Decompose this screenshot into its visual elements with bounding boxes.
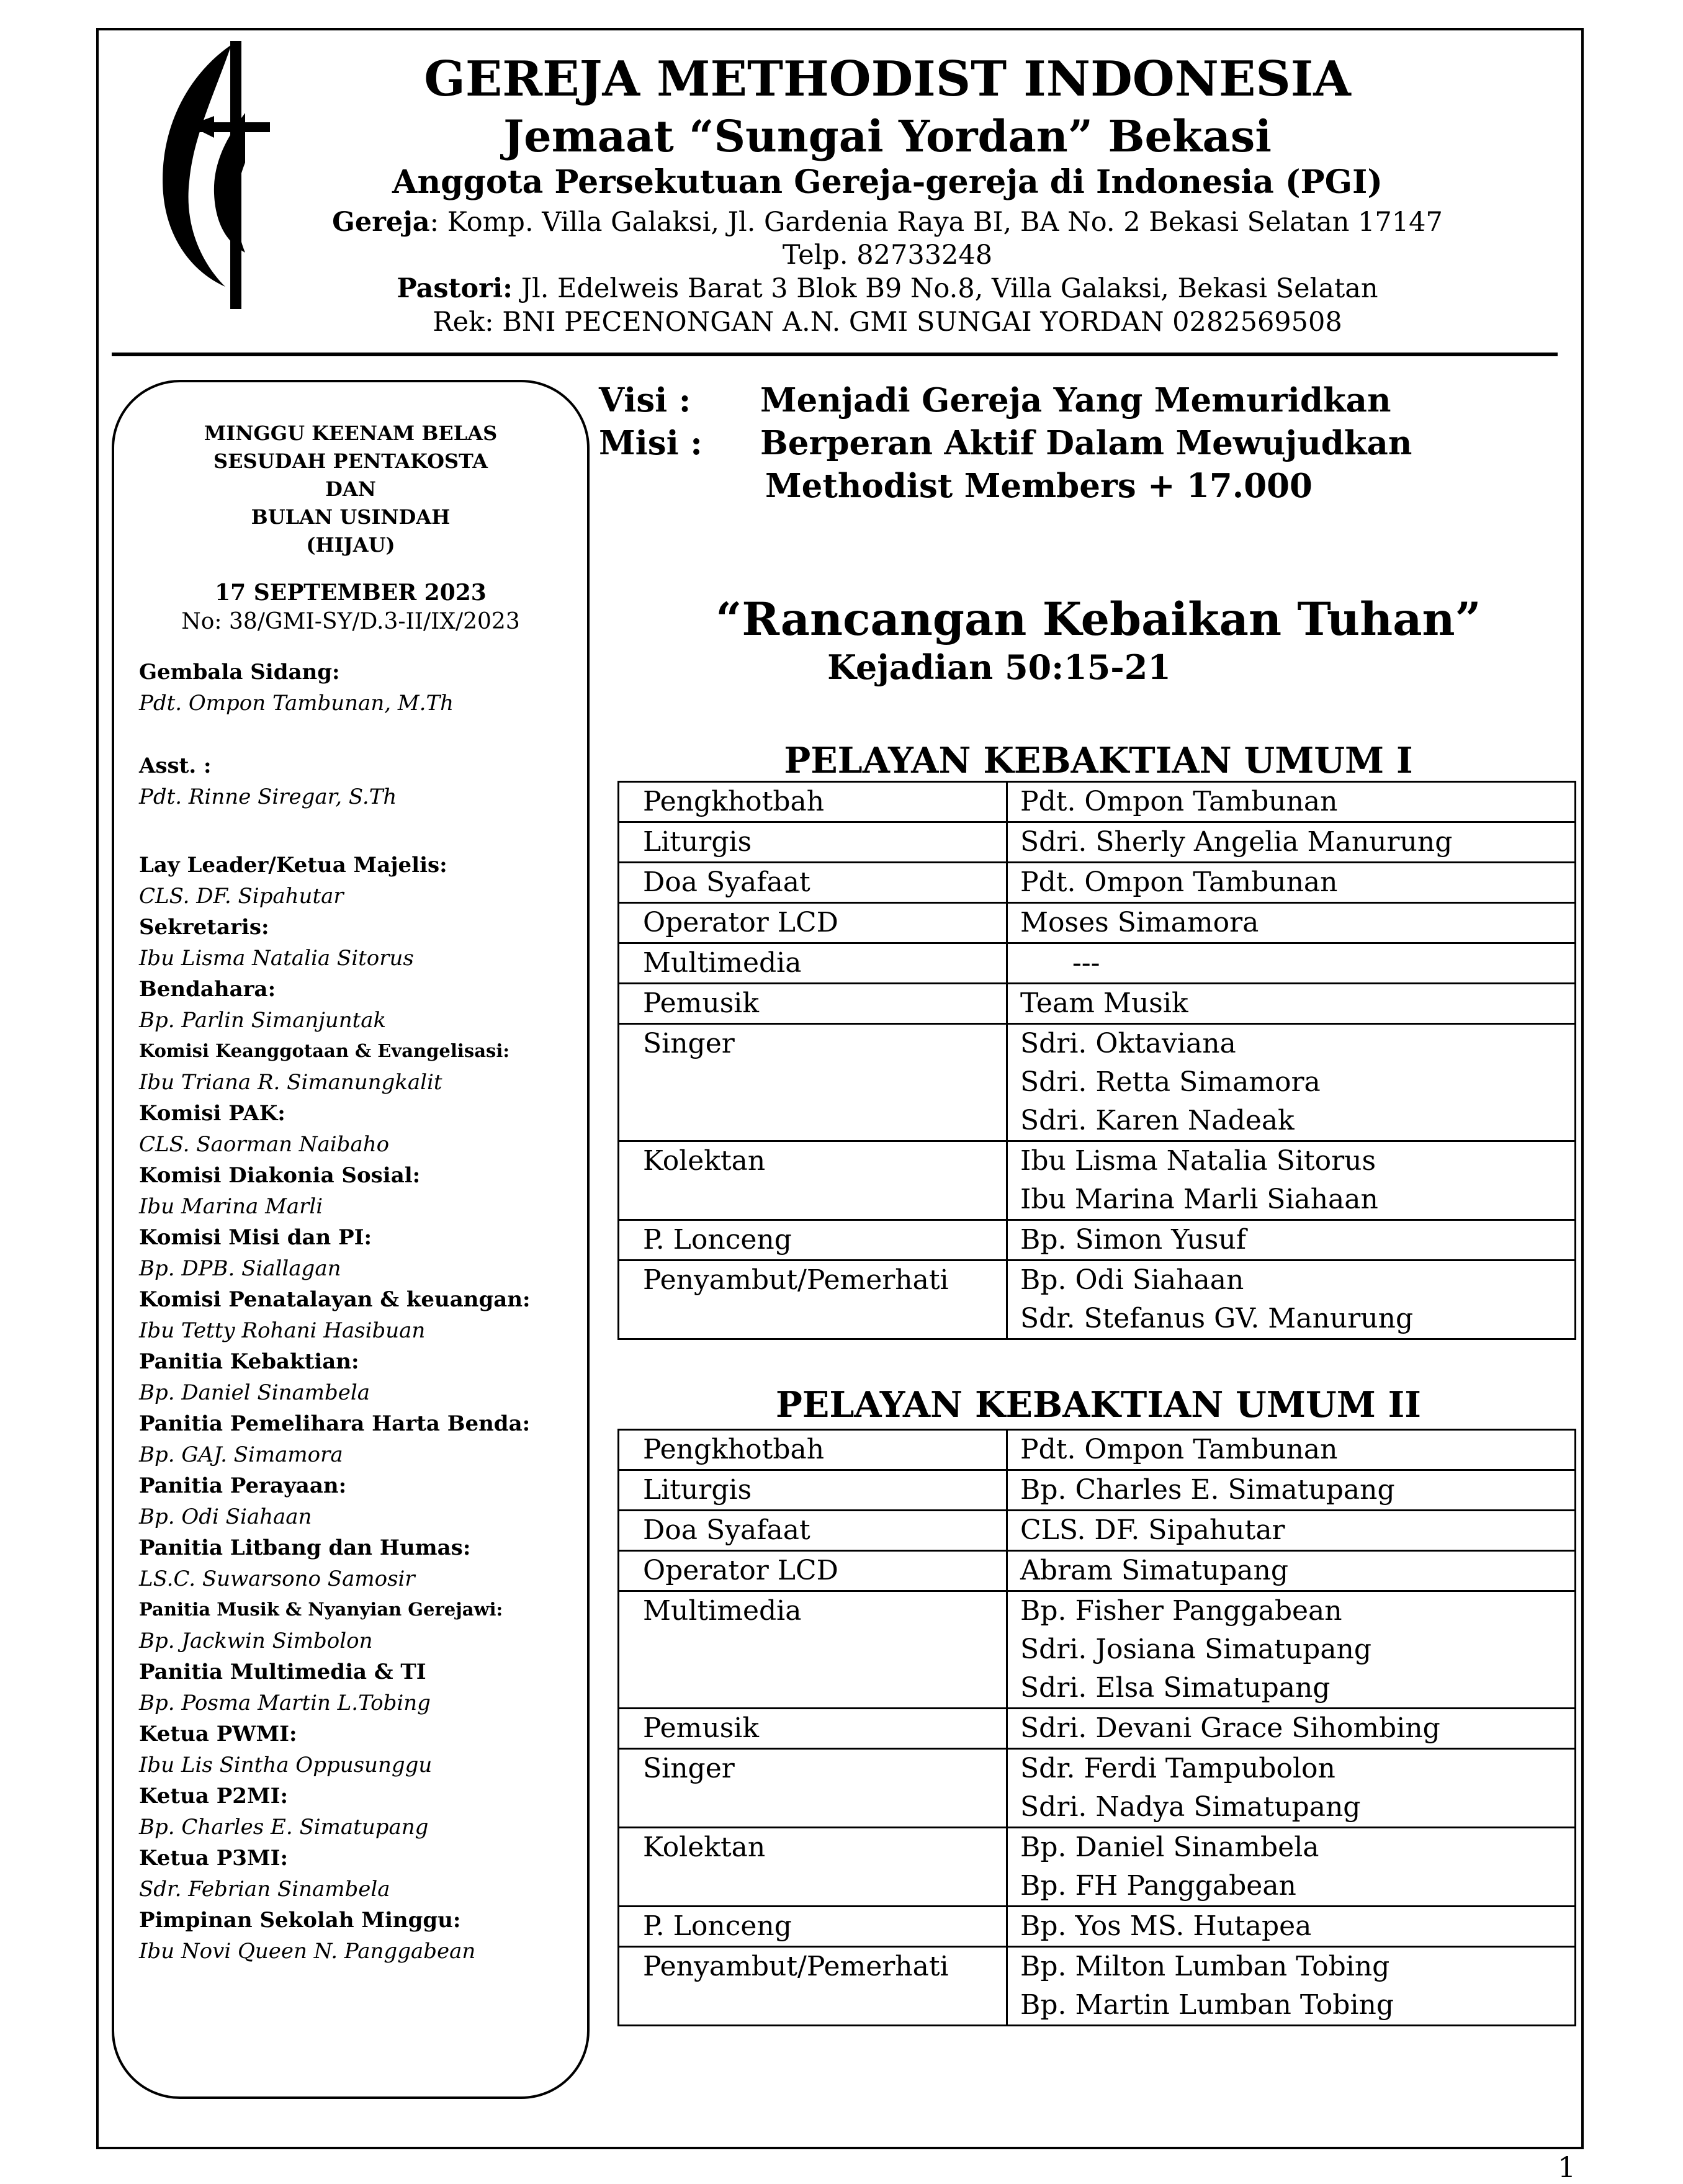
table-row <box>619 1141 1576 1220</box>
mission-text-line: Methodist Members + 17.000 <box>765 467 1313 505</box>
church-address-text: : Komp. Villa Galaksi, Jl. Gardenia Raya BI, BA No. 2 Bekasi Selatan 17147 <box>429 207 1443 238</box>
table-row <box>619 1749 1576 1828</box>
official-label: Ketua P2MI: <box>139 1784 289 1809</box>
role-cell: Kolektan <box>619 1141 1007 1220</box>
official-label: Panitia Pemelihara Harta Benda: <box>139 1411 531 1436</box>
role-cell: Penyambut/Pemerhati <box>619 1261 1007 1339</box>
names-cell: Bp. Simon Yusuf <box>1007 1220 1576 1261</box>
name-line: Ibu Lisma Natalia Sitorus <box>1020 1145 1376 1177</box>
names-cell: Abram Simatupang <box>1007 1551 1576 1591</box>
official-name: CLS. DF. Sipahutar <box>139 884 344 909</box>
names-cell: CLS. DF. Sipahutar <box>1007 1511 1576 1551</box>
page-number: 1 <box>1558 2150 1576 2184</box>
role-cell: Multimedia <box>619 1591 1007 1709</box>
names-cell: Sdri. Sherly Angelia Manurung <box>1007 822 1576 863</box>
scripture-reference: Kejadian 50:15-21 <box>827 647 1171 687</box>
official-name: Bp. Charles E. Simatupang <box>139 1815 429 1840</box>
official-name: Bp. GAJ. Simamora <box>139 1442 343 1467</box>
official-name: Bp. Parlin Simanjuntak <box>139 1008 387 1033</box>
role-cell: P. Lonceng <box>619 1220 1007 1261</box>
names-cell: Team Musik <box>1007 984 1576 1024</box>
official-name: CLS. Saorman Naibaho <box>139 1132 390 1157</box>
name-line: Sdri. Josiana Simatupang <box>1020 1634 1372 1665</box>
official-name: Bp. Odi Siahaan <box>139 1504 312 1529</box>
official-label: Panitia Kebaktian: <box>139 1349 359 1374</box>
table-row <box>619 822 1576 863</box>
church-address <box>298 207 1477 238</box>
table-row <box>619 1551 1576 1591</box>
table-row <box>619 943 1576 984</box>
role-cell: Kolektan <box>619 1828 1007 1907</box>
names-cell: Pdt. Ompon Tambunan <box>1007 782 1576 822</box>
parsonage-label: Pastori: <box>397 273 513 304</box>
liturgical-heading-line: SESUDAH PENTAKOSTA <box>213 449 488 473</box>
service-1-table <box>617 781 1576 1340</box>
official-label: Komisi Diakonia Sosial: <box>139 1163 421 1188</box>
names-cell <box>1007 1141 1576 1220</box>
official-label: Komisi Penatalayan & keuangan: <box>139 1287 531 1312</box>
role-cell: Doa Syafaat <box>619 1511 1007 1551</box>
church-address-label: Gereja <box>332 207 430 238</box>
official-name: Ibu Triana R. Simanungkalit <box>139 1070 442 1095</box>
table-row <box>619 1947 1576 2026</box>
vision-text: Menjadi Gereja Yang Memuridkan <box>760 381 1391 420</box>
bulletin-number: No: 38/GMI-SY/D.3-II/IX/2023 <box>181 609 520 634</box>
table-row <box>619 1470 1576 1511</box>
service-2-title: PELAYAN KEBAKTIAN UMUM II <box>776 1384 1421 1426</box>
role-cell: Penyambut/Pemerhati <box>619 1947 1007 2026</box>
official-label: Pimpinan Sekolah Minggu: <box>139 1908 461 1933</box>
parsonage-text: Jl. Edelweis Barat 3 Blok B9 No.8, Villa Galaksi, Bekasi Selatan <box>513 273 1378 304</box>
sidebar-panel <box>112 380 590 2099</box>
name-line: Bp. Martin Lumban Tobing <box>1020 1989 1394 2021</box>
official-name: LS.C. Suwarsono Samosir <box>139 1566 415 1591</box>
name-line: Sdri. Nadya Simatupang <box>1020 1791 1361 1823</box>
phone-number: Telp. 82733248 <box>782 240 993 271</box>
names-cell <box>1007 1261 1576 1339</box>
role-cell: Singer <box>619 1024 1007 1141</box>
sermon-theme-title: “Rancangan Kebaikan Tuhan” <box>716 593 1481 646</box>
parsonage-address <box>298 273 1477 304</box>
liturgical-heading-line: MINGGU KEENAM BELAS <box>204 421 498 445</box>
bank-account: Rek: BNI PECENONGAN A.N. GMI SUNGAI YORDAN 0282569508 <box>433 307 1342 338</box>
official-name: Bp. Daniel Sinambela <box>139 1380 370 1405</box>
role-cell: Operator LCD <box>619 1551 1007 1591</box>
mission-label: Misi : <box>599 424 702 462</box>
role-cell: Pengkhotbah <box>619 1430 1007 1470</box>
names-cell: Bp. Charles E. Simatupang <box>1007 1470 1576 1511</box>
name-line: Bp. Odi Siahaan <box>1020 1264 1244 1296</box>
official-label: Panitia Litbang dan Humas: <box>139 1535 471 1560</box>
names-cell: Bp. Yos MS. Hutapea <box>1007 1907 1576 1947</box>
names-cell <box>1007 1024 1576 1141</box>
names-cell: Pdt. Ompon Tambunan <box>1007 1430 1576 1470</box>
official-name: Bp. DPB. Siallagan <box>139 1256 341 1281</box>
official-label: Ketua P3MI: <box>139 1846 289 1871</box>
role-cell: P. Lonceng <box>619 1907 1007 1947</box>
name-line: Bp. Milton Lumban Tobing <box>1020 1951 1390 1982</box>
names-cell <box>1007 1828 1576 1907</box>
official-label: Panitia Musik & Nyanyian Gerejawi: <box>139 1599 503 1620</box>
name-line: Sdri. Oktaviana <box>1020 1028 1236 1059</box>
names-cell <box>1007 1591 1576 1709</box>
names-cell <box>1007 1947 1576 2026</box>
liturgical-heading-line: (HIJAU) <box>306 533 395 557</box>
official-name: Pdt. Rinne Siregar, S.Th <box>139 784 397 809</box>
service-1-title: PELAYAN KEBAKTIAN UMUM I <box>784 740 1413 781</box>
official-label: Bendahara: <box>139 977 276 1002</box>
names-cell: Sdri. Devani Grace Sihombing <box>1007 1709 1576 1749</box>
role-cell: Pemusik <box>619 984 1007 1024</box>
cross-and-flame-logo-icon <box>152 38 270 312</box>
table-row <box>619 1591 1576 1709</box>
name-line: Ibu Marina Marli Siahaan <box>1020 1184 1378 1215</box>
role-cell: Operator LCD <box>619 903 1007 943</box>
official-name: Pdt. Ompon Tambunan, M.Th <box>139 691 454 716</box>
table-row <box>619 1828 1576 1907</box>
table-row <box>619 1709 1576 1749</box>
table-row <box>619 1511 1576 1551</box>
names-cell: Pdt. Ompon Tambunan <box>1007 863 1576 903</box>
vision-label: Visi : <box>599 381 691 420</box>
name-line: Bp. FH Panggabean <box>1020 1870 1296 1902</box>
official-name: Ibu Lisma Natalia Sitorus <box>139 946 414 971</box>
liturgical-heading <box>114 420 587 559</box>
liturgical-heading-line: BULAN USINDAH <box>251 505 451 529</box>
official-label: Komisi Keanggotaan & Evangelisasi: <box>139 1040 510 1061</box>
table-row <box>619 984 1576 1024</box>
official-label: Ketua PWMI: <box>139 1722 297 1746</box>
names-cell: Moses Simamora <box>1007 903 1576 943</box>
name-line: Sdr. Ferdi Tampubolon <box>1020 1753 1335 1784</box>
official-label: Komisi PAK: <box>139 1101 285 1126</box>
names-cell <box>1007 1749 1576 1828</box>
official-label: Sekretaris: <box>139 915 269 940</box>
official-label: Panitia Perayaan: <box>139 1473 347 1498</box>
official-name: Ibu Novi Queen N. Panggabean <box>139 1939 476 1964</box>
official-name: Sdr. Febrian Sinambela <box>139 1877 390 1902</box>
congregation-name: Jemaat “Sungai Yordan” Bekasi <box>503 110 1272 162</box>
official-name: Ibu Lis Sintha Oppusunggu <box>139 1753 433 1777</box>
official-label: Asst. : <box>139 753 212 778</box>
table-row <box>619 903 1576 943</box>
table-row <box>619 1430 1576 1470</box>
official-label: Lay Leader/Ketua Majelis: <box>139 853 447 878</box>
official-name: Ibu Marina Marli <box>139 1194 323 1219</box>
header-divider <box>112 353 1558 356</box>
name-line: Sdri. Retta Simamora <box>1020 1066 1321 1098</box>
official-label: Gembala Sidang: <box>139 660 340 685</box>
church-title: GEREJA METHODIST INDONESIA <box>424 51 1351 107</box>
role-cell: Doa Syafaat <box>619 863 1007 903</box>
official-name: Bp. Posma Martin L.Tobing <box>139 1691 431 1715</box>
bulletin-date: 17 SEPTEMBER 2023 <box>215 580 487 606</box>
table-row <box>619 863 1576 903</box>
table-row <box>619 1220 1576 1261</box>
table-row <box>619 1024 1576 1141</box>
name-line: Sdri. Elsa Simatupang <box>1020 1672 1331 1704</box>
name-line: Bp. Daniel Sinambela <box>1020 1831 1319 1863</box>
service-2-table <box>617 1429 1576 2026</box>
official-label: Komisi Misi dan PI: <box>139 1225 372 1250</box>
table-row <box>619 1261 1576 1339</box>
official-label: Panitia Multimedia & TI <box>139 1660 426 1684</box>
membership-line: Anggota Persekutuan Gereja-gereja di Indonesia (PGI) <box>392 163 1383 201</box>
name-line: Sdr. Stefanus GV. Manurung <box>1020 1303 1414 1334</box>
table-row <box>619 782 1576 822</box>
name-line: Sdri. Karen Nadeak <box>1020 1105 1295 1136</box>
names-cell: --- <box>1007 943 1576 984</box>
role-cell: Pengkhotbah <box>619 782 1007 822</box>
name-line: Bp. Fisher Panggabean <box>1020 1595 1342 1627</box>
official-name: Ibu Tetty Rohani Hasibuan <box>139 1318 426 1343</box>
table-row <box>619 1907 1576 1947</box>
mission-text-line: Berperan Aktif Dalam Mewujudkan <box>760 424 1412 462</box>
official-name: Bp. Jackwin Simbolon <box>139 1629 373 1653</box>
role-cell: Multimedia <box>619 943 1007 984</box>
role-cell: Pemusik <box>619 1709 1007 1749</box>
role-cell: Singer <box>619 1749 1007 1828</box>
role-cell: Liturgis <box>619 1470 1007 1511</box>
liturgical-heading-line: DAN <box>325 477 376 501</box>
role-cell: Liturgis <box>619 822 1007 863</box>
